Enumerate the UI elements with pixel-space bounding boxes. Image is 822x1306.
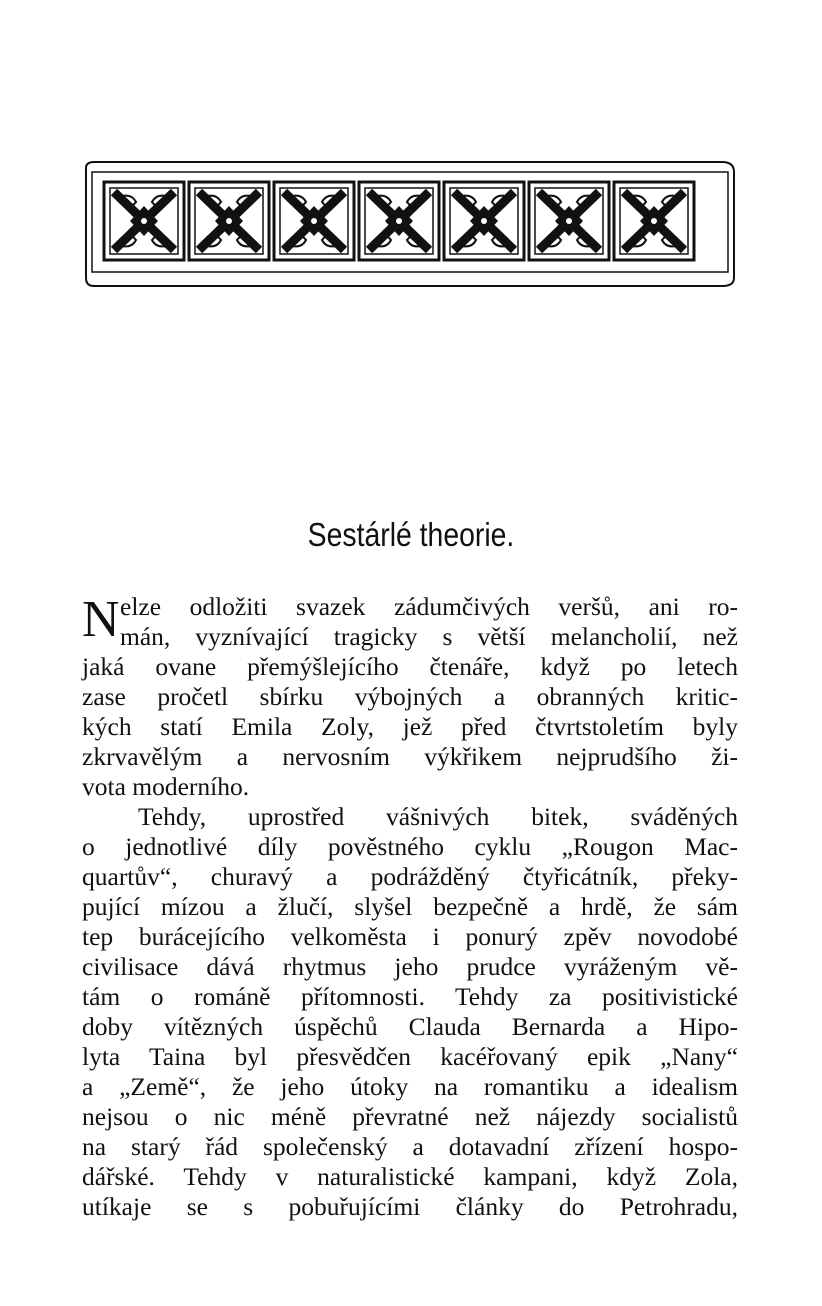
text-line: tám o románě přítomnosti. Tehdy za positivistické — [82, 982, 738, 1011]
ornamental-header-band — [82, 160, 738, 290]
text-line: na starý řád společenský a dotavadní zřízení hospo- — [82, 1132, 738, 1161]
chapter-body — [82, 592, 738, 1222]
text-line: zase pročetl sbírku výbojných a obranných kritic- — [82, 682, 738, 711]
text-line: nejsou o nic méně převratné než nájezdy socialistů — [82, 1102, 738, 1131]
text-line: a „Země“, že jeho útoky na romantiku a idealism — [82, 1072, 738, 1101]
text-line: kých statí Emila Zoly, jež před čtvrtstoletím byly — [82, 712, 738, 741]
text-line: quartův“, churavý a podrážděný čtyřicátník, překy- — [82, 862, 738, 891]
text-line: tep burácejícího velkoměsta i ponurý zpěv novodobé — [82, 922, 738, 951]
chapter-title: Sestárlé theorie. — [307, 516, 515, 553]
text-line: jaká ovane přemýšlejícího čtenáře, když po letech — [82, 652, 738, 681]
text-line: o jednotlivé díly pověstného cyklu „Rougon Mac- — [82, 832, 738, 861]
text-line: Tehdy, uprostřed vášnivých bitek, sváděných — [138, 802, 738, 831]
drop-cap: N — [82, 591, 120, 648]
text-line: lyta Taina byl přesvědčen kacéřovaný epik „Nany“ — [82, 1042, 738, 1071]
text-line: doby vítězných úspěchů Clauda Bernarda a Hipo- — [82, 1012, 738, 1041]
text-line: utíkaje se s pobuřujícími články do Petrohradu, — [82, 1192, 738, 1221]
text-line: elze odložiti svazek zádumčivých veršů, ani ro- — [120, 592, 738, 621]
text-line: civilisace dává rhytmus jeho prudce vyráženým vě- — [82, 952, 738, 981]
text-line: mán, vyznívající tragicky s větší melancholií, než — [120, 622, 738, 651]
text-line: zkrvavělým a nervosním výkřikem nejprudšího ži- — [82, 742, 738, 771]
text-line: pující mízou a žlučí, slyšel bezpečně a hrdě, že sám — [82, 892, 738, 921]
text-line: vota moderního. — [82, 772, 250, 801]
text-line: dářské. Tehdy v naturalistické kampani, když Zola, — [82, 1162, 738, 1191]
